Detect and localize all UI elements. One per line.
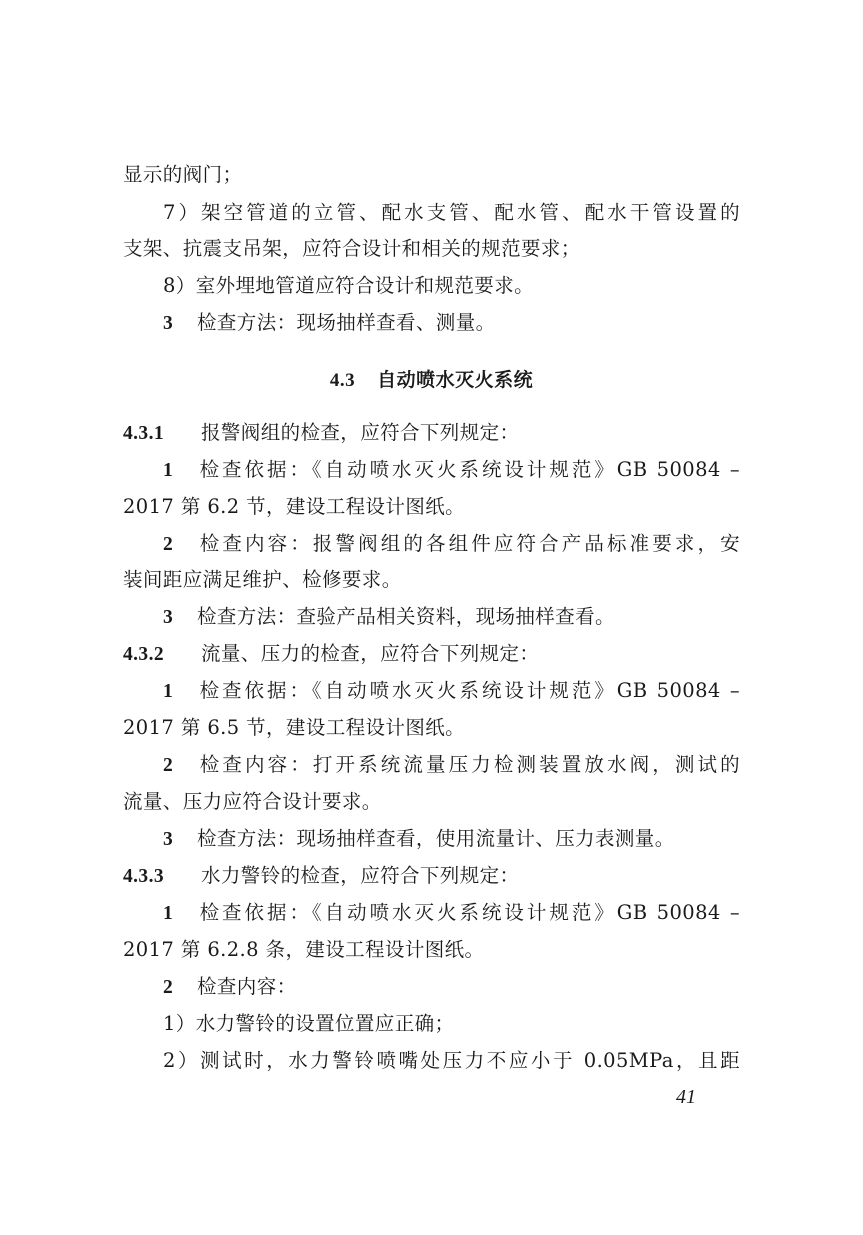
- clause-4-3-3-item-1: [163, 899, 740, 927]
- clause-4-3-2-item-3: [163, 825, 740, 853]
- item-number: 1: [163, 681, 174, 702]
- clause-title: 水力警铃的检查，应符合下列规定：: [201, 864, 520, 887]
- item-number: 1: [163, 460, 174, 481]
- text-line-continuation: 显示的阀门；: [123, 163, 243, 186]
- document-page: [123, 0, 740, 1235]
- clause-4-3-3-item-1-cont: 2017 第 6.2.8 条，建设工程设计图纸。: [123, 938, 485, 961]
- item-number: 3: [163, 313, 174, 334]
- clause-4-3-3-sub-1: 1）水力警铃的设置位置应正确；: [163, 1012, 455, 1035]
- clause-4-3-1-item-1: [163, 456, 740, 484]
- item-text: 检查依据：《自动喷水灭火系统设计规范》GB 50084 –: [197, 901, 740, 924]
- section-heading: [123, 366, 740, 395]
- section-title: 自动喷水灭火系统: [377, 369, 534, 391]
- clause-4-3-1-item-2-cont: 装间距应满足维护、检修要求。: [123, 568, 402, 591]
- clause-title: 报警阀组的检查，应符合下列规定：: [201, 421, 520, 444]
- clause-4-3-2-item-1: [163, 677, 740, 705]
- item-text: 检查方法：查验产品相关资料，现场抽样查看。: [197, 605, 615, 628]
- clause-4-3-1-item-3: [163, 603, 740, 631]
- list-item-8: 8）室外埋地管道应符合设计和规范要求。: [163, 274, 535, 297]
- page-number: 41: [676, 1086, 696, 1108]
- list-item-7-cont: 支架、抗震支吊架，应符合设计和相关的规范要求；: [123, 237, 581, 260]
- clause-number: 4.3.2: [123, 644, 164, 665]
- item-text: 检查内容：: [197, 975, 297, 998]
- clause-4-3-1-item-1-cont: 2017 第 6.2 节，建设工程设计图纸。: [123, 495, 466, 518]
- item-text: 检查依据：《自动喷水灭火系统设计规范》GB 50084 –: [197, 679, 740, 702]
- clause-4-3-3: [123, 862, 740, 890]
- item-number: 2: [163, 755, 174, 776]
- item-text: 检查方法：现场抽样查看，使用流量计、压力表测量。: [197, 827, 675, 850]
- clause-number: 4.3.3: [123, 866, 164, 887]
- clause-4-3-1-item-2: [163, 530, 740, 558]
- item-number: 2: [163, 534, 174, 555]
- clause-title: 流量、压力的检查，应符合下列规定：: [201, 642, 540, 665]
- item-number: 2: [163, 977, 174, 998]
- clause-4-3-2: [123, 640, 740, 668]
- clause-4-3-3-item-2: [163, 973, 740, 1001]
- clause-4-3-2-item-1-cont: 2017 第 6.5 节，建设工程设计图纸。: [123, 716, 466, 739]
- item-number: 1: [163, 903, 174, 924]
- check-method-line: [163, 309, 740, 337]
- item-text: 检查内容：报警阀组的各组件应符合产品标准要求，安: [197, 532, 740, 555]
- clause-4-3-3-sub-2: 2）测试时，水力警铃喷嘴处压力不应小于 0.05MPa，且距: [163, 1049, 740, 1072]
- clause-number: 4.3.1: [123, 423, 164, 444]
- clause-4-3-1: [123, 419, 740, 447]
- clause-4-3-2-item-2-cont: 流量、压力应符合设计要求。: [123, 790, 382, 813]
- clause-4-3-2-item-2: [163, 751, 740, 779]
- item-text: 检查依据：《自动喷水灭火系统设计规范》GB 50084 –: [197, 458, 740, 481]
- item-number: 3: [163, 829, 174, 850]
- section-number: 4.3: [329, 370, 356, 391]
- list-item-7: 7）架空管道的立管、配水支管、配水管、配水干管设置的: [163, 201, 740, 224]
- item-text: 检查方法：现场抽样查看、测量。: [197, 311, 496, 334]
- item-text: 检查内容：打开系统流量压力检测装置放水阀，测试的: [197, 753, 740, 776]
- item-number: 3: [163, 607, 174, 628]
